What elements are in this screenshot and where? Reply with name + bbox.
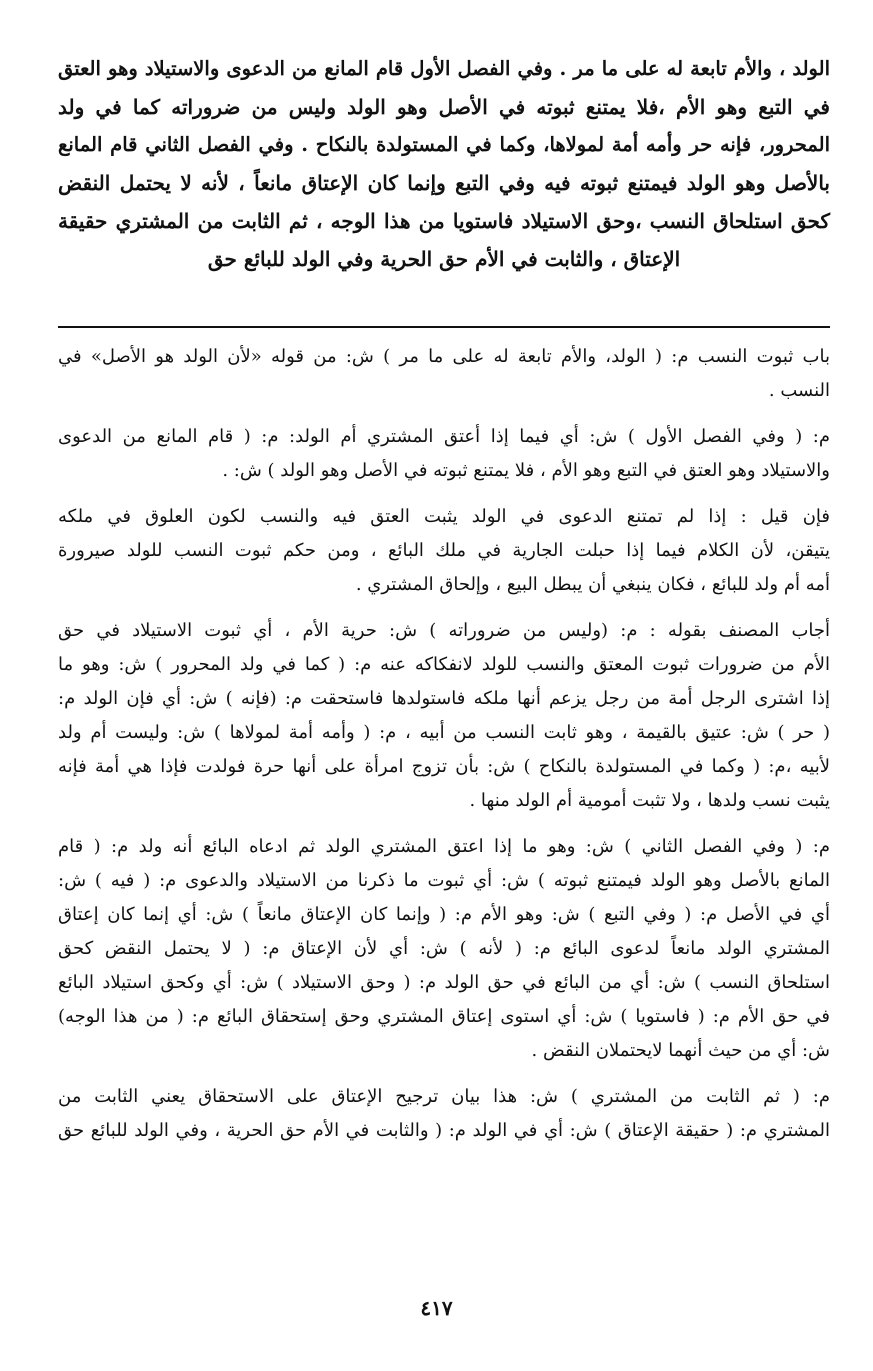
- main-text-line: الولد ، والأم تابعة له على ما مر . وفي الفصل الأول قام المانع من الدعوى والاستيلاد وهو العتق: [58, 57, 830, 80]
- commentary-paragraph: [58, 500, 830, 602]
- commentary-line: والاستيلاد وهو العتق في التبع وهو الأم ، فلا يمتنع ثبوته في الأصل وهو الولد ) ش: .: [222, 460, 830, 481]
- commentary-line: يتيقن، لأن الكلام فيما إذا حبلت الجارية في ملك البائع ، ومن حكم ثبوت النسب للولد صيرورة: [58, 540, 830, 561]
- commentary-paragraph: [58, 614, 830, 818]
- main-text-line: بالأصل وهو الولد فيمتنع ثبوته فيه وفي التبع وإنما كان الإعتاق مانعاً ، لأنه لا يحتمل النقض: [58, 171, 830, 195]
- page-number: ٤١٧: [420, 1296, 453, 1320]
- main-text-block: [58, 50, 830, 278]
- commentary-line: أي في الأصل م: ( وفي التبع ) ش: وهو الأم م: ( وإنما كان الإعتاق مانعاً ) ش: أي إنما كان إعتاق: [58, 904, 830, 925]
- commentary-paragraph: [58, 420, 830, 488]
- commentary-line: م: ( وفي الفصل الثاني ) ش: وهو ما إذا اعتق المشتري الولد ثم ادعاه البائع أنه ولد م: ( قام: [58, 836, 830, 857]
- commentary-line: م: ( ثم الثابت من المشتري ) ش: هذا بيان ترجيح الإعتاق على الاستحقاق يعني الثابت من: [58, 1086, 830, 1107]
- commentary-line: النسب .: [768, 380, 830, 401]
- main-text-line: كحق استلحاق النسب ،وحق الاستيلاد فاستويا من هذا الوجه ، ثم الثابت من المشتري حقيقة: [58, 209, 830, 233]
- commentary-line: يثبت نسب ولدها ، ولا تثبت أمومية أم الولد منها .: [469, 790, 830, 811]
- commentary-block: [58, 340, 830, 1160]
- commentary-line: لأبيه ،م: ( وكما في المستولدة بالنكاح ) ش: بأن تزوج امرأة على أنها حرة فولدت فإذا هي أمة فإنه: [58, 756, 830, 777]
- main-text-line: المحرور، فإنه حر وأمه أمة لمولاها، وكما في المستولدة بالنكاح . وفي الفصل الثاني قام المانع: [58, 133, 830, 156]
- commentary-paragraph: [58, 830, 830, 1068]
- commentary-line: الأم من ضرورات ثبوت المعتق والنسب للولد لانفكاكه عنه م: ( كما في ولد المحرور ) ش: وهو ما: [58, 654, 830, 675]
- commentary-line: في حق الأم م: ( فاستويا ) ش: أي استوى إعتاق المشتري وحق إستحقاق البائع م: ( من هذا الوجه): [58, 1006, 830, 1027]
- main-text-line: الإعتاق ، والثابت في الأم حق الحرية وفي الولد للبائع حق: [207, 247, 681, 271]
- commentary-paragraph: [58, 340, 830, 408]
- commentary-line: باب ثبوت النسب م: ( الولد، والأم تابعة له على ما مر ) ش: من قوله «لأن الولد هو الأصل» في: [58, 346, 830, 367]
- commentary-line: المشتري الولد مانعاً لدعوى البائع م: ( لأنه ) ش: أي لأن الإعتاق م: ( لا يحتمل النقض كحق: [58, 938, 830, 959]
- commentary-line: أمه أم ولد للبائع ، فكان ينبغي أن يبطل البيع ، وإلحاق المشتري .: [355, 574, 830, 595]
- commentary-line: المشتري م: ( حقيقة الإعتاق ) ش: أي في الولد م: ( والثابت في الأم حق الحرية ، وفي الولد للبائع حق: [58, 1120, 830, 1141]
- commentary-line: ( حر ) ش: عتيق بالقيمة ، وهو ثابت النسب من أبيه ، م: ( وأمه أمة لمولاها ) ش: وليست أم ولد: [58, 722, 830, 743]
- commentary-line: فإن قيل : إذا لم تمتنع الدعوى في الولد يثبت العتق فيه والنسب لكون العلوق في ملكه: [58, 506, 830, 527]
- commentary-line: أجاب المصنف بقوله : م: (وليس من ضروراته ) ش: حرية الأم ، أي ثبوت الاستيلاد في حق: [58, 620, 830, 641]
- commentary-line: المانع بالأصل وهو الولد فيمتنع ثبوته ) ش: أي ثبوت ما ذكرنا من الاستيلاد والدعوى م: ( فيه ) ش:: [58, 870, 830, 891]
- commentary-line: ش: أي من حيث أنهما لايحتملان النقض .: [531, 1040, 830, 1061]
- commentary-paragraph: [58, 1080, 830, 1148]
- commentary-line: استلحاق النسب ) ش: أي من البائع في حق الولد م: ( وحق الاستيلاد ) ش: أي وكحق استيلاد البائع: [58, 972, 830, 993]
- commentary-line: م: ( وفي الفصل الأول ) ش: أي فيما إذا أعتق المشتري أم الولد: م: ( قام المانع من الدعوى: [58, 426, 830, 447]
- commentary-line: إذا اشترى الرجل أمة من رجل يزعم أنها ملكه فاستولدها فاستحقت م: (فإنه ) ش: أي فإن الولد م:: [58, 688, 830, 709]
- main-text-line: في التبع وهو الأم ،فلا يمتنع ثبوته في الأصل وهو الولد وليس من ضروراته كما في ولد: [58, 95, 830, 119]
- separator-rule: [58, 326, 830, 328]
